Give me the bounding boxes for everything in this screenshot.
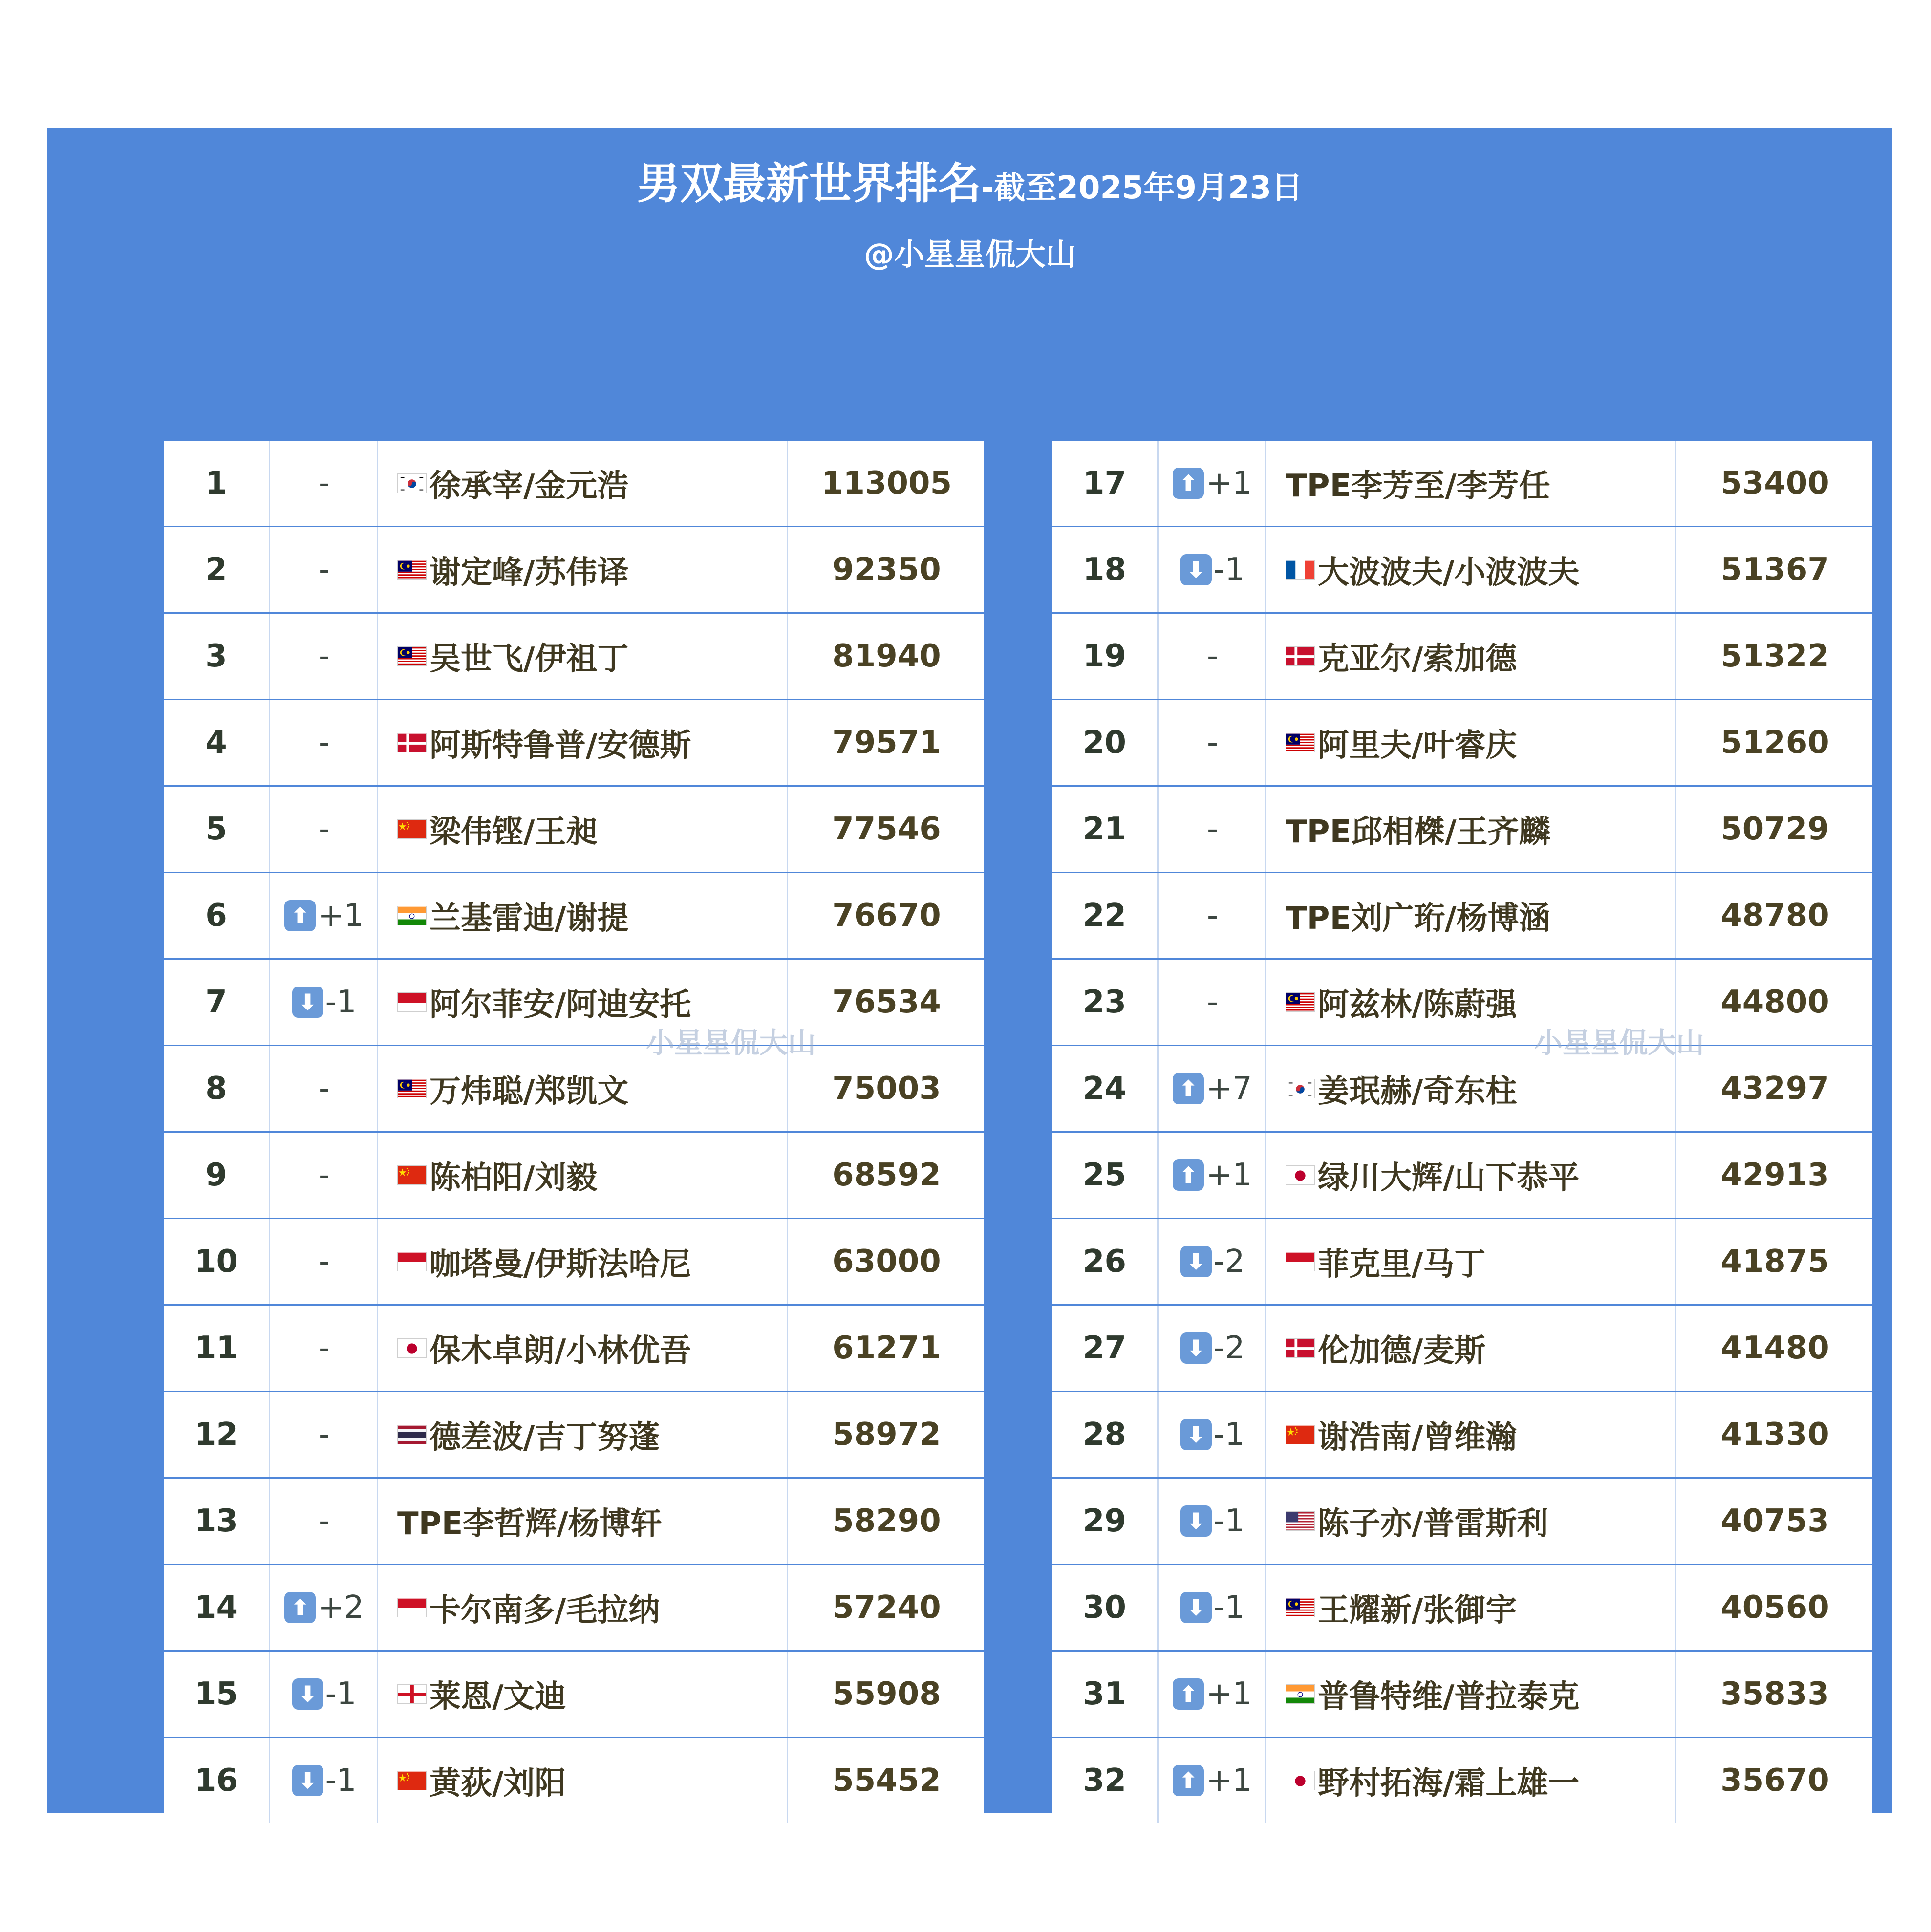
rank-change-value: - — [318, 1157, 330, 1193]
rank-change-value: +7 — [1206, 1071, 1252, 1107]
rank-number: 20 — [1052, 700, 1159, 785]
rank-change-value: -1 — [1213, 552, 1245, 588]
rank-change — [272, 1392, 378, 1477]
player-pair — [1268, 1738, 1676, 1823]
arrow-down-icon: ⬇ — [1180, 1592, 1212, 1623]
rank-number: 14 — [164, 1565, 270, 1650]
rank-number: 5 — [164, 787, 270, 872]
rank-change — [1160, 1306, 1266, 1391]
player-names: 阿里夫/叶睿庆 — [1318, 728, 1517, 764]
rank-number: 10 — [164, 1219, 270, 1304]
rank-change-value: -1 — [1213, 1503, 1245, 1539]
table-row — [164, 787, 984, 872]
rank-change-value: +1 — [1206, 1676, 1252, 1712]
rank-change-value: +1 — [318, 898, 364, 934]
rank-change — [272, 700, 378, 785]
player-names: 万炜聪/郑凯文 — [429, 1073, 629, 1110]
table-row — [164, 1046, 984, 1131]
player-names: 陈柏阳/刘毅 — [429, 1160, 598, 1196]
rank-change — [1160, 787, 1266, 872]
points-value: 50729 — [1720, 811, 1829, 847]
rank-change-value: - — [318, 1503, 330, 1539]
flag-dk-icon — [1286, 1338, 1315, 1358]
player-pair — [380, 1306, 788, 1391]
player-pair — [1268, 873, 1676, 958]
table-row — [164, 614, 984, 699]
rank-change — [272, 614, 378, 699]
points-value: 40753 — [1720, 1503, 1829, 1539]
table-row — [164, 1133, 984, 1218]
player-names: 绿川大辉/山下恭平 — [1318, 1160, 1580, 1196]
points-value: 81940 — [832, 638, 941, 674]
rank-change-value: - — [318, 1244, 330, 1280]
points-value: 48780 — [1720, 898, 1829, 934]
flag-jp-icon — [397, 1338, 427, 1358]
player-names: 菲克里/马丁 — [1318, 1246, 1486, 1283]
points-value: 63000 — [832, 1244, 941, 1280]
rank-number: 4 — [164, 700, 270, 785]
table-row — [164, 873, 984, 958]
player-pair — [1268, 1133, 1676, 1218]
table-row — [1052, 527, 1872, 612]
player-pair — [1268, 787, 1676, 872]
table-row — [1052, 1652, 1872, 1737]
table-row — [1052, 1306, 1872, 1391]
rank-change — [1160, 1479, 1266, 1564]
rank-change — [272, 1738, 378, 1823]
points-value: 57240 — [832, 1589, 941, 1626]
points-value: 43297 — [1720, 1071, 1829, 1107]
rank-change — [1160, 700, 1266, 785]
flag-th-icon — [397, 1425, 427, 1444]
player-pair — [380, 700, 788, 785]
rank-change — [1160, 1652, 1266, 1737]
rank-change — [1160, 441, 1266, 526]
points-value: 40560 — [1720, 1589, 1829, 1626]
flag-my-icon — [397, 560, 427, 580]
rank-number: 30 — [1052, 1565, 1159, 1650]
table-row — [164, 1738, 984, 1823]
player-pair — [1268, 1306, 1676, 1391]
rank-number: 9 — [164, 1133, 270, 1218]
arrow-down-icon: ⬇ — [1180, 1332, 1212, 1364]
arrow-up-icon: ⬆ — [284, 1592, 316, 1623]
player-pair — [380, 1219, 788, 1304]
rank-change — [1160, 960, 1266, 1045]
rank-change — [1160, 1046, 1266, 1131]
rank-number: 25 — [1052, 1133, 1159, 1218]
player-names: TPE邱相榤/王齐麟 — [1286, 814, 1550, 850]
rank-number: 26 — [1052, 1219, 1159, 1304]
table-row — [1052, 1565, 1872, 1650]
author-handle: @小星星侃大山 — [863, 236, 1076, 272]
rank-change — [1160, 527, 1266, 612]
rank-number: 6 — [164, 873, 270, 958]
table-row — [1052, 700, 1872, 785]
player-names: 野村拓海/霜上雄一 — [1318, 1765, 1580, 1802]
player-names: 谢定峰/苏伟译 — [429, 555, 629, 591]
rank-change-value: - — [1206, 725, 1219, 761]
rank-number: 2 — [164, 527, 270, 612]
flag-cn-icon — [1286, 1425, 1315, 1444]
rank-change-value: +1 — [1206, 1157, 1252, 1193]
rank-number: 19 — [1052, 614, 1159, 699]
arrow-up-icon: ⬆ — [1173, 1765, 1204, 1796]
flag-id-icon — [397, 992, 427, 1012]
rank-number: 15 — [164, 1652, 270, 1737]
player-pair — [1268, 527, 1676, 612]
player-names: 阿尔菲安/阿迪安托 — [429, 987, 691, 1023]
rank-change-value: -1 — [325, 1762, 357, 1799]
player-names: 陈子亦/普雷斯利 — [1318, 1506, 1548, 1542]
table-row — [164, 1219, 984, 1304]
rank-number: 8 — [164, 1046, 270, 1131]
flag-in-icon — [1286, 1684, 1315, 1704]
rank-change-value: - — [318, 552, 330, 588]
player-names: 保木卓朗/小林优吾 — [429, 1333, 691, 1369]
points-value: 51260 — [1720, 725, 1829, 761]
rank-number: 17 — [1052, 441, 1159, 526]
points-value: 51367 — [1720, 552, 1829, 588]
flag-kr-icon — [1286, 1079, 1315, 1098]
rank-number: 18 — [1052, 527, 1159, 612]
rank-change — [1160, 1738, 1266, 1823]
player-pair — [1268, 1219, 1676, 1304]
rank-number: 1 — [164, 441, 270, 526]
rank-change-value: -2 — [1213, 1330, 1245, 1366]
rank-change-value: - — [1206, 984, 1219, 1020]
player-pair — [1268, 1565, 1676, 1650]
player-names: TPE李芳至/李芳任 — [1286, 468, 1550, 504]
table-row — [1052, 614, 1872, 699]
rank-change — [272, 527, 378, 612]
rank-change-value: - — [1206, 638, 1219, 674]
flag-my-icon — [1286, 1598, 1315, 1617]
player-pair — [380, 1565, 788, 1650]
points-value: 35670 — [1720, 1762, 1829, 1799]
points-value: 51322 — [1720, 638, 1829, 674]
points-value: 58972 — [832, 1417, 941, 1453]
flag-id-icon — [1286, 1252, 1315, 1271]
flag-id-icon — [397, 1252, 427, 1271]
player-pair — [380, 614, 788, 699]
player-names: 王耀新/张御宇 — [1318, 1592, 1517, 1629]
points-value: 75003 — [832, 1071, 941, 1107]
rank-change-value: - — [318, 811, 330, 847]
arrow-up-icon: ⬆ — [1173, 1678, 1204, 1710]
points-value: 76534 — [832, 984, 941, 1020]
table-row — [164, 527, 984, 612]
player-names: 伦加德/麦斯 — [1318, 1333, 1486, 1369]
table-row — [1052, 787, 1872, 872]
points-value: 77546 — [832, 811, 941, 847]
rank-number: 23 — [1052, 960, 1159, 1045]
rank-change-value: - — [318, 1417, 330, 1453]
flag-fr-icon — [1286, 560, 1315, 580]
flag-jp-icon — [1286, 1165, 1315, 1185]
flag-in-icon — [397, 906, 427, 925]
points-value: 41875 — [1720, 1244, 1829, 1280]
player-names: 兰基雷迪/谢提 — [429, 901, 629, 937]
table-row — [164, 960, 984, 1045]
player-names: 阿斯特鲁普/安德斯 — [429, 728, 691, 764]
rank-change-value: - — [318, 1330, 330, 1366]
arrow-down-icon: ⬇ — [1180, 1419, 1212, 1450]
arrow-down-icon: ⬇ — [292, 1678, 323, 1710]
watermark-left: 小星星侃大山 — [646, 1026, 816, 1059]
arrow-down-icon: ⬇ — [1180, 554, 1212, 585]
player-pair — [380, 1392, 788, 1477]
page-title — [47, 158, 1892, 209]
flag-cn-icon — [397, 1771, 427, 1790]
rank-change-value: - — [1206, 898, 1219, 934]
table-row — [1052, 1392, 1872, 1477]
player-names: 大波波夫/小波波夫 — [1318, 555, 1580, 591]
flag-id-icon — [397, 1598, 427, 1617]
rank-change-value: - — [1206, 811, 1219, 847]
table-row — [164, 441, 984, 526]
rank-number: 29 — [1052, 1479, 1159, 1564]
watermark-right: 小星星侃大山 — [1534, 1026, 1705, 1059]
player-pair — [380, 527, 788, 612]
points-value: 76670 — [832, 898, 941, 934]
player-pair — [380, 873, 788, 958]
table-row — [1052, 1738, 1872, 1823]
player-pair — [380, 1738, 788, 1823]
points-value: 55452 — [832, 1762, 941, 1799]
points-value: 41330 — [1720, 1417, 1829, 1453]
rank-change — [1160, 614, 1266, 699]
rank-change — [1160, 873, 1266, 958]
player-names: 咖塔曼/伊斯法哈尼 — [429, 1246, 691, 1283]
rank-change-value: - — [318, 465, 330, 501]
points-value: 113005 — [821, 465, 952, 501]
rank-number: 11 — [164, 1306, 270, 1391]
player-names: 克亚尔/索加德 — [1318, 641, 1517, 677]
table-row — [164, 700, 984, 785]
player-names: 德差波/吉丁努蓬 — [429, 1419, 660, 1456]
rank-change — [272, 873, 378, 958]
flag-my-icon — [397, 1079, 427, 1098]
rank-change — [272, 1133, 378, 1218]
rank-change — [272, 441, 378, 526]
table-row — [1052, 441, 1872, 526]
rank-change-value: +1 — [1206, 1762, 1252, 1799]
points-value: 61271 — [832, 1330, 941, 1366]
rank-number: 3 — [164, 614, 270, 699]
rank-change — [272, 1306, 378, 1391]
rank-number: 13 — [164, 1479, 270, 1564]
rank-change-value: -1 — [1213, 1589, 1245, 1626]
player-pair — [1268, 614, 1676, 699]
rank-change — [1160, 1133, 1266, 1218]
arrow-up-icon: ⬆ — [1173, 1073, 1204, 1104]
flag-jp-icon — [1286, 1771, 1315, 1790]
rank-change — [1160, 1565, 1266, 1650]
title-main: 男双最新世界排名 — [637, 158, 981, 209]
rank-change-value: - — [318, 1071, 330, 1107]
arrow-up-icon: ⬆ — [1173, 1159, 1204, 1191]
rank-change — [272, 1046, 378, 1131]
points-value: 92350 — [832, 552, 941, 588]
player-pair — [380, 1133, 788, 1218]
flag-dk-icon — [397, 733, 427, 752]
player-pair — [1268, 441, 1676, 526]
rank-change — [1160, 1392, 1266, 1477]
player-pair — [380, 441, 788, 526]
rank-number: 27 — [1052, 1306, 1159, 1391]
rank-change — [1160, 1219, 1266, 1304]
rank-change-value: - — [318, 725, 330, 761]
player-names: 阿兹林/陈蔚强 — [1318, 987, 1517, 1023]
player-names: 姜珉赫/奇东柱 — [1318, 1073, 1517, 1110]
rank-number: 32 — [1052, 1738, 1159, 1823]
rank-number: 31 — [1052, 1652, 1159, 1737]
flag-en-icon — [397, 1684, 427, 1704]
table-row — [1052, 1133, 1872, 1218]
table-row — [164, 1479, 984, 1564]
arrow-down-icon: ⬇ — [292, 1765, 323, 1796]
flag-cn-icon — [397, 1165, 427, 1185]
table-row — [164, 1565, 984, 1650]
points-value: 79571 — [832, 725, 941, 761]
rank-change-value: -2 — [1213, 1244, 1245, 1280]
player-names: 卡尔南多/毛拉纳 — [429, 1592, 660, 1629]
player-names: 普鲁特维/普拉泰克 — [1318, 1679, 1580, 1715]
table-row — [164, 1392, 984, 1477]
rank-change-value: - — [318, 638, 330, 674]
player-pair — [1268, 1652, 1676, 1737]
rank-number: 28 — [1052, 1392, 1159, 1477]
rank-change-value: -1 — [325, 984, 357, 1020]
arrow-up-icon: ⬆ — [284, 900, 316, 931]
rank-number: 16 — [164, 1738, 270, 1823]
arrow-up-icon: ⬆ — [1173, 468, 1204, 499]
player-names: 谢浩南/曾维瀚 — [1318, 1419, 1517, 1456]
player-names: 莱恩/文迪 — [429, 1679, 566, 1715]
rank-change — [272, 1565, 378, 1650]
flag-kr-icon — [397, 473, 427, 493]
rank-change — [272, 1652, 378, 1737]
player-names: 吴世飞/伊祖丁 — [429, 641, 629, 677]
ranking-panel — [47, 128, 1892, 1813]
player-names: 梁伟铿/王昶 — [429, 814, 598, 850]
points-value: 55908 — [832, 1676, 941, 1712]
flag-cn-icon — [397, 819, 427, 839]
arrow-down-icon: ⬇ — [292, 987, 323, 1018]
points-value: 42913 — [1720, 1157, 1829, 1193]
rank-change-value: +1 — [1206, 465, 1252, 501]
flag-my-icon — [1286, 992, 1315, 1012]
table-row — [164, 1652, 984, 1737]
player-names: 徐承宰/金元浩 — [429, 468, 629, 504]
rank-change — [272, 960, 378, 1045]
rank-change-value: -1 — [325, 1676, 357, 1712]
flag-my-icon — [1286, 733, 1315, 752]
table-row — [1052, 1219, 1872, 1304]
arrow-down-icon: ⬇ — [1180, 1246, 1212, 1277]
arrow-down-icon: ⬇ — [1180, 1505, 1212, 1537]
points-value: 41480 — [1720, 1330, 1829, 1366]
points-value: 53400 — [1720, 465, 1829, 501]
player-pair — [380, 1479, 788, 1564]
player-pair — [380, 1652, 788, 1737]
points-value: 35833 — [1720, 1676, 1829, 1712]
player-pair — [1268, 1392, 1676, 1477]
flag-dk-icon — [1286, 646, 1315, 666]
table-row — [1052, 960, 1872, 1045]
points-value: 68592 — [832, 1157, 941, 1193]
table-row — [164, 1306, 984, 1391]
player-names: 黄荻/刘阳 — [429, 1765, 566, 1802]
rank-number: 7 — [164, 960, 270, 1045]
rank-change — [272, 1479, 378, 1564]
rank-number: 22 — [1052, 873, 1159, 958]
player-pair — [1268, 1479, 1676, 1564]
rank-change — [272, 787, 378, 872]
player-names: TPE刘广珩/杨博涵 — [1286, 901, 1550, 937]
flag-us-icon — [1286, 1511, 1315, 1531]
flag-my-icon — [397, 646, 427, 666]
rank-number: 24 — [1052, 1046, 1159, 1131]
rank-number: 12 — [164, 1392, 270, 1477]
table-row — [1052, 873, 1872, 958]
rank-change-value: +2 — [318, 1589, 364, 1626]
rank-number: 21 — [1052, 787, 1159, 872]
player-names: TPE李哲辉/杨博轩 — [397, 1506, 662, 1542]
points-value: 58290 — [832, 1503, 941, 1539]
player-pair — [1268, 700, 1676, 785]
title-date: -截至2025年9月23日 — [981, 170, 1303, 206]
table-row — [1052, 1479, 1872, 1564]
player-pair — [380, 787, 788, 872]
rank-change-value: -1 — [1213, 1417, 1245, 1453]
table-row — [1052, 1046, 1872, 1131]
points-value: 44800 — [1720, 984, 1829, 1020]
rank-change — [272, 1219, 378, 1304]
